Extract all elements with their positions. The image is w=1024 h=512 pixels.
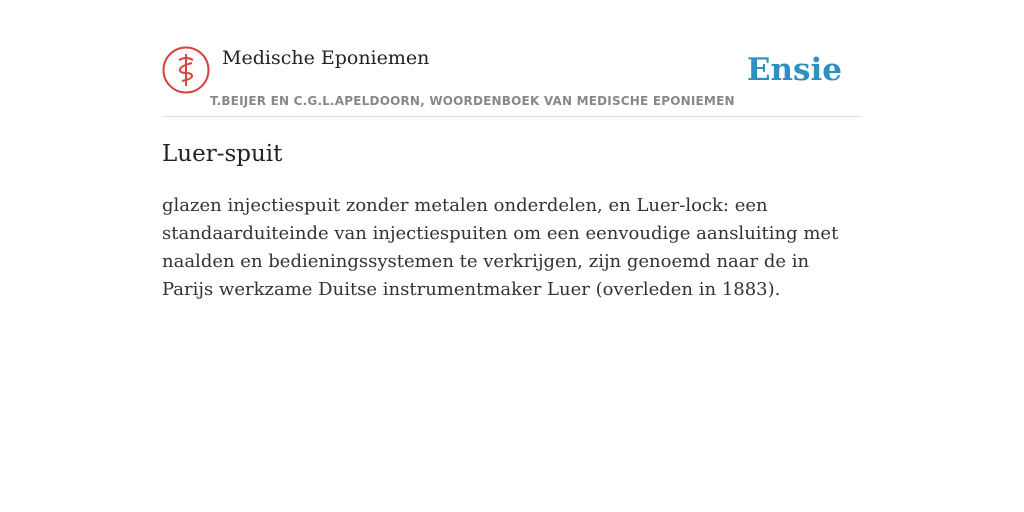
brand-logo-link[interactable]: Ensie	[746, 52, 842, 88]
dictionary-source: T.BEIJER EN C.G.L.APELDOORN, WOORDENBOEK VAN MEDISCHE EPONIEMEN	[210, 94, 735, 108]
header	[162, 46, 862, 117]
entry-term: Luer-spuit	[162, 141, 283, 167]
entry-definition: glazen injectiespuit zonder metalen onderdelen, en Luer-lock: een standaarduiteinde van injectiespuiten om een eenvoudige aansluiting met naalden en bedieningssystemen te verkrijgen, zijn genoemd naar de in Parijs werkzame Duitse instrumentmaker Luer (overleden in 1883).	[162, 195, 839, 300]
dictionary-title[interactable]: Medische Eponiemen	[222, 47, 430, 69]
caduceus-icon[interactable]	[162, 46, 210, 94]
